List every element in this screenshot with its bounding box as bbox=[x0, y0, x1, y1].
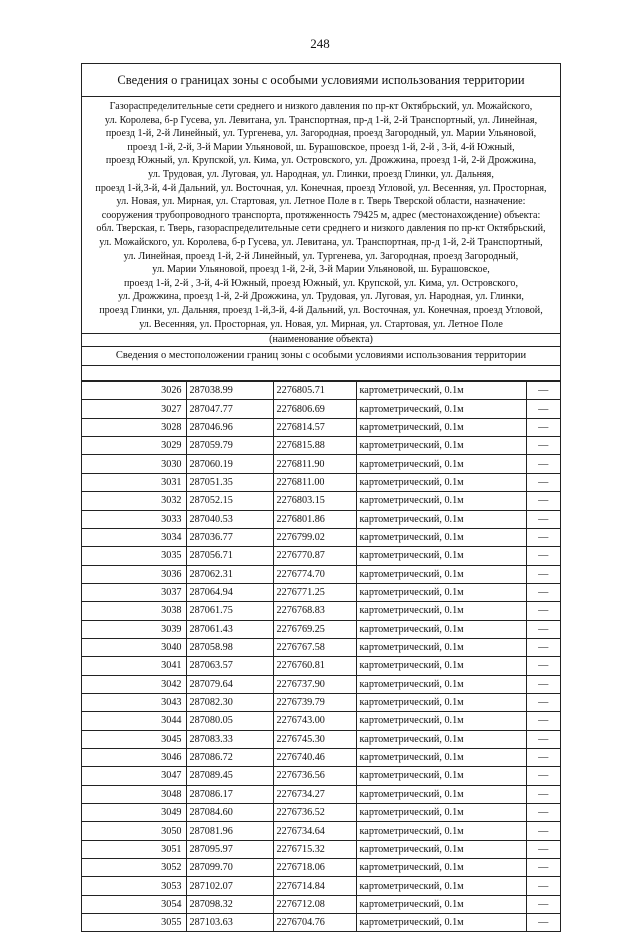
object-description-line: проезд Глинки, ул. Дальняя, проезд 1-й,3-й, 4-й Дальний, ул. Восточная, ул. Конечная, проезд Угловой, bbox=[99, 304, 543, 316]
point-description-cell: — bbox=[526, 620, 560, 638]
point-description-cell: — bbox=[526, 455, 560, 473]
determination-method-cell: картометрический, 0.1м bbox=[356, 730, 526, 748]
coordinate-x-cell: 287099.70 bbox=[186, 859, 273, 877]
table-row bbox=[82, 510, 560, 528]
table-row bbox=[82, 528, 560, 546]
coordinate-x-cell: 287038.99 bbox=[186, 382, 273, 400]
table-row bbox=[82, 675, 560, 693]
point-number-cell: 3037 bbox=[82, 583, 186, 601]
determination-method-cell: картометрический, 0.1м bbox=[356, 657, 526, 675]
coordinate-y-cell: 2276799.02 bbox=[273, 528, 356, 546]
point-description-cell: — bbox=[526, 914, 560, 932]
table-row bbox=[82, 492, 560, 510]
coordinate-y-cell: 2276770.87 bbox=[273, 547, 356, 565]
coordinate-x-cell: 287046.96 bbox=[186, 418, 273, 436]
table-row bbox=[82, 437, 560, 455]
object-description bbox=[82, 97, 560, 334]
object-description-line: проезд 1-й, 2-й , 3-й, 4-й Южный, проезд Южный, ул. Крупской, ул. Кима, ул. Островского, bbox=[124, 277, 518, 289]
table-row bbox=[82, 620, 560, 638]
determination-method-cell: картометрический, 0.1м bbox=[356, 510, 526, 528]
point-description-cell: — bbox=[526, 510, 560, 528]
coordinate-x-cell: 287095.97 bbox=[186, 840, 273, 858]
point-number-cell: 3038 bbox=[82, 602, 186, 620]
point-description-cell: — bbox=[526, 785, 560, 803]
determination-method-cell: картометрический, 0.1м bbox=[356, 455, 526, 473]
table-row bbox=[82, 602, 560, 620]
coordinate-y-cell: 2276771.25 bbox=[273, 583, 356, 601]
point-number-cell: 3048 bbox=[82, 785, 186, 803]
coordinate-x-cell: 287063.57 bbox=[186, 657, 273, 675]
table-row bbox=[82, 804, 560, 822]
determination-method-cell: картометрический, 0.1м bbox=[356, 914, 526, 932]
point-number-cell: 3054 bbox=[82, 895, 186, 913]
determination-method-cell: картометрический, 0.1м bbox=[356, 804, 526, 822]
table-row bbox=[82, 638, 560, 656]
point-number-cell: 3028 bbox=[82, 418, 186, 436]
object-description-line: обл. Тверская, г. Тверь, газораспределительные сети среднего и низкого давления по пр-кт Октябрьский, bbox=[96, 223, 546, 235]
coordinate-y-cell: 2276712.08 bbox=[273, 895, 356, 913]
determination-method-cell: картометрический, 0.1м bbox=[356, 859, 526, 877]
determination-method-cell: картометрический, 0.1м bbox=[356, 473, 526, 491]
determination-method-cell: картометрический, 0.1м bbox=[356, 693, 526, 711]
coordinate-x-cell: 287082.30 bbox=[186, 693, 273, 711]
table-row bbox=[82, 712, 560, 730]
point-description-cell: — bbox=[526, 730, 560, 748]
table-row bbox=[82, 895, 560, 913]
determination-method-cell: картометрический, 0.1м bbox=[356, 547, 526, 565]
point-description-cell: — bbox=[526, 418, 560, 436]
coordinate-x-cell: 287047.77 bbox=[186, 400, 273, 418]
coordinate-x-cell: 287086.72 bbox=[186, 748, 273, 766]
coordinate-y-cell: 2276736.52 bbox=[273, 804, 356, 822]
section-title: Сведения о местоположении границ зоны с особыми условиями использования территории bbox=[82, 347, 560, 366]
coordinate-x-cell: 287083.33 bbox=[186, 730, 273, 748]
coordinate-x-cell: 287064.94 bbox=[186, 583, 273, 601]
point-number-cell: 3044 bbox=[82, 712, 186, 730]
object-description-line: ул. Дрожжина, проезд 1-й, 2-й Дрожжина, ул. Трудовая, ул. Луговая, ул. Народная, ул. Глинки, bbox=[118, 291, 524, 303]
point-number-cell: 3050 bbox=[82, 822, 186, 840]
point-number-cell: 3043 bbox=[82, 693, 186, 711]
determination-method-cell: картометрический, 0.1м bbox=[356, 620, 526, 638]
point-description-cell: — bbox=[526, 473, 560, 491]
table-row bbox=[82, 914, 560, 932]
point-description-cell: — bbox=[526, 565, 560, 583]
table-row bbox=[82, 840, 560, 858]
coordinate-y-cell: 2276718.06 bbox=[273, 859, 356, 877]
determination-method-cell: картометрический, 0.1м bbox=[356, 877, 526, 895]
table-spacer bbox=[82, 366, 560, 381]
object-description-line: ул. Новая, ул. Мирная, ул. Стартовая, ул. Летное Поле в г. Тверь Тверской области, назначение: bbox=[116, 196, 526, 208]
coordinate-y-cell: 2276704.76 bbox=[273, 914, 356, 932]
point-number-cell: 3034 bbox=[82, 528, 186, 546]
coordinate-x-cell: 287080.05 bbox=[186, 712, 273, 730]
point-number-cell: 3030 bbox=[82, 455, 186, 473]
coordinate-x-cell: 287036.77 bbox=[186, 528, 273, 546]
coordinate-x-cell: 287061.43 bbox=[186, 620, 273, 638]
coordinate-y-cell: 2276769.25 bbox=[273, 620, 356, 638]
point-number-cell: 3036 bbox=[82, 565, 186, 583]
coordinate-y-cell: 2276806.69 bbox=[273, 400, 356, 418]
determination-method-cell: картометрический, 0.1м bbox=[356, 602, 526, 620]
coordinate-x-cell: 287052.15 bbox=[186, 492, 273, 510]
point-number-cell: 3052 bbox=[82, 859, 186, 877]
point-number-cell: 3033 bbox=[82, 510, 186, 528]
table-row bbox=[82, 877, 560, 895]
determination-method-cell: картометрический, 0.1м bbox=[356, 785, 526, 803]
coordinate-x-cell: 287084.60 bbox=[186, 804, 273, 822]
point-number-cell: 3049 bbox=[82, 804, 186, 822]
point-description-cell: — bbox=[526, 638, 560, 656]
coordinate-x-cell: 287061.75 bbox=[186, 602, 273, 620]
point-number-cell: 3035 bbox=[82, 547, 186, 565]
determination-method-cell: картометрический, 0.1м bbox=[356, 528, 526, 546]
object-description-line: ул. Можайского, ул. Королева, б-р Гусева, ул. Левитана, ул. Транспортная, пр-д 1-й, 2-й Транспортный, bbox=[99, 236, 543, 248]
determination-method-cell: картометрический, 0.1м bbox=[356, 492, 526, 510]
point-description-cell: — bbox=[526, 602, 560, 620]
determination-method-cell: картометрический, 0.1м bbox=[356, 822, 526, 840]
determination-method-cell: картометрический, 0.1м bbox=[356, 382, 526, 400]
table-row bbox=[82, 767, 560, 785]
point-number-cell: 3053 bbox=[82, 877, 186, 895]
object-description-line: проезд Южный, ул. Крупской, ул. Кима, ул. Островского, ул. Дрожжина, проезд 1-й, 2-й Дрожжина, bbox=[105, 155, 537, 167]
coordinate-x-cell: 287051.35 bbox=[186, 473, 273, 491]
point-description-cell: — bbox=[526, 492, 560, 510]
table-row bbox=[82, 382, 560, 400]
point-description-cell: — bbox=[526, 528, 560, 546]
coordinate-x-cell: 287089.45 bbox=[186, 767, 273, 785]
coordinate-x-cell: 287086.17 bbox=[186, 785, 273, 803]
point-description-cell: — bbox=[526, 895, 560, 913]
table-row bbox=[82, 547, 560, 565]
page-number: 248 bbox=[310, 36, 330, 51]
coordinate-x-cell: 287058.98 bbox=[186, 638, 273, 656]
table-row bbox=[82, 785, 560, 803]
object-description-line: проезд 1-й,3-й, 4-й Дальний, ул. Восточная, ул. Конечная, проезд Угловой, ул. Весенняя, ул. Просторная, bbox=[95, 182, 547, 194]
determination-method-cell: картометрический, 0.1м bbox=[356, 767, 526, 785]
point-number-cell: 3051 bbox=[82, 840, 186, 858]
point-number-cell: 3040 bbox=[82, 638, 186, 656]
coordinate-y-cell: 2276734.27 bbox=[273, 785, 356, 803]
table-row bbox=[82, 583, 560, 601]
point-description-cell: — bbox=[526, 583, 560, 601]
point-number-cell: 3055 bbox=[82, 914, 186, 932]
coordinate-y-cell: 2276814.57 bbox=[273, 418, 356, 436]
table-row bbox=[82, 730, 560, 748]
object-description-line: ул. Линейная, проезд 1-й, 2-й Линейный, ул. Тургенева, ул. Загородная, проезд Загородный, bbox=[123, 250, 519, 262]
coordinate-y-cell: 2276734.64 bbox=[273, 822, 356, 840]
point-description-cell: — bbox=[526, 382, 560, 400]
point-description-cell: — bbox=[526, 547, 560, 565]
coordinate-x-cell: 287060.19 bbox=[186, 455, 273, 473]
coordinate-y-cell: 2276801.86 bbox=[273, 510, 356, 528]
point-description-cell: — bbox=[526, 767, 560, 785]
coordinate-y-cell: 2276767.58 bbox=[273, 638, 356, 656]
coordinate-y-cell: 2276805.71 bbox=[273, 382, 356, 400]
point-description-cell: — bbox=[526, 675, 560, 693]
coordinate-x-cell: 287102.07 bbox=[186, 877, 273, 895]
point-number-cell: 3042 bbox=[82, 675, 186, 693]
coordinate-y-cell: 2276815.88 bbox=[273, 437, 356, 455]
object-description-line: ул. Трудовая, ул. Луговая, ул. Народная, ул. Глинки, проезд Глинки, ул. Дальняя, bbox=[148, 168, 494, 180]
point-number-cell: 3046 bbox=[82, 748, 186, 766]
coordinate-x-cell: 287103.63 bbox=[186, 914, 273, 932]
coordinate-x-cell: 287040.53 bbox=[186, 510, 273, 528]
zone-boundary-form bbox=[81, 63, 561, 932]
point-description-cell: — bbox=[526, 804, 560, 822]
object-description-line: проезд 1-й, 2-й Линейный, ул. Тургенева, ул. Загородная, проезд Загородный, ул. Марии Ульяновой, bbox=[105, 128, 537, 140]
point-number-cell: 3039 bbox=[82, 620, 186, 638]
coordinate-y-cell: 2276774.70 bbox=[273, 565, 356, 583]
point-number-cell: 3045 bbox=[82, 730, 186, 748]
object-description-line: ул. Марии Ульяновой, проезд 1-й, 2-й, 3-й Марии Ульяновой, ш. Бурашовское, bbox=[152, 264, 490, 276]
coordinate-x-cell: 287062.31 bbox=[186, 565, 273, 583]
coordinate-y-cell: 2276760.81 bbox=[273, 657, 356, 675]
determination-method-cell: картометрический, 0.1м bbox=[356, 400, 526, 418]
object-description-line: сооружения трубопроводного транспорта, протяженность 79425 м, адрес (местонахождение) объекта: bbox=[101, 209, 541, 221]
table-row bbox=[82, 859, 560, 877]
point-description-cell: — bbox=[526, 840, 560, 858]
coordinate-y-cell: 2276811.90 bbox=[273, 455, 356, 473]
point-description-cell: — bbox=[526, 657, 560, 675]
point-description-cell: — bbox=[526, 859, 560, 877]
point-number-cell: 3031 bbox=[82, 473, 186, 491]
point-number-cell: 3029 bbox=[82, 437, 186, 455]
table-row bbox=[82, 418, 560, 436]
determination-method-cell: картометрический, 0.1м bbox=[356, 565, 526, 583]
table-row bbox=[82, 565, 560, 583]
point-description-cell: — bbox=[526, 822, 560, 840]
point-description-cell: — bbox=[526, 877, 560, 895]
point-number-cell: 3032 bbox=[82, 492, 186, 510]
coordinate-x-cell: 287081.96 bbox=[186, 822, 273, 840]
coordinate-x-cell: 287059.79 bbox=[186, 437, 273, 455]
table-row bbox=[82, 693, 560, 711]
table-row bbox=[82, 748, 560, 766]
determination-method-cell: картометрический, 0.1м bbox=[356, 712, 526, 730]
coordinate-y-cell: 2276739.79 bbox=[273, 693, 356, 711]
table-row bbox=[82, 657, 560, 675]
determination-method-cell: картометрический, 0.1м bbox=[356, 748, 526, 766]
determination-method-cell: картометрический, 0.1м bbox=[356, 895, 526, 913]
point-description-cell: — bbox=[526, 712, 560, 730]
coordinate-y-cell: 2276715.32 bbox=[273, 840, 356, 858]
coordinate-y-cell: 2276737.90 bbox=[273, 675, 356, 693]
object-description-line: ул. Королева, б-р Гусева, ул. Левитана, ул. Транспортная, пр-д 1-й, 2-й Транспортный, ул. Линейная, bbox=[104, 114, 538, 126]
coordinate-x-cell: 287098.32 bbox=[186, 895, 273, 913]
coordinate-x-cell: 287056.71 bbox=[186, 547, 273, 565]
point-description-cell: — bbox=[526, 748, 560, 766]
object-caption: (наименование объекта) bbox=[82, 334, 560, 347]
coordinate-y-cell: 2276736.56 bbox=[273, 767, 356, 785]
determination-method-cell: картометрический, 0.1м bbox=[356, 840, 526, 858]
determination-method-cell: картометрический, 0.1м bbox=[356, 638, 526, 656]
determination-method-cell: картометрический, 0.1м bbox=[356, 675, 526, 693]
point-number-cell: 3026 bbox=[82, 382, 186, 400]
point-description-cell: — bbox=[526, 437, 560, 455]
table-row bbox=[82, 400, 560, 418]
coordinate-y-cell: 2276745.30 bbox=[273, 730, 356, 748]
coordinate-y-cell: 2276811.00 bbox=[273, 473, 356, 491]
coordinate-y-cell: 2276768.83 bbox=[273, 602, 356, 620]
coordinates-table bbox=[82, 381, 560, 931]
point-description-cell: — bbox=[526, 400, 560, 418]
form-title: Сведения о границах зоны с особыми условиями использования территории bbox=[82, 64, 560, 97]
point-number-cell: 3047 bbox=[82, 767, 186, 785]
coordinate-y-cell: 2276714.84 bbox=[273, 877, 356, 895]
point-number-cell: 3041 bbox=[82, 657, 186, 675]
coordinate-y-cell: 2276743.00 bbox=[273, 712, 356, 730]
table-row bbox=[82, 455, 560, 473]
object-description-line: Газораспределительные сети среднего и низкого давления по пр-кт Октябрьский, ул. Можайского, bbox=[109, 101, 533, 112]
determination-method-cell: картометрический, 0.1м bbox=[356, 583, 526, 601]
table-row bbox=[82, 473, 560, 491]
table-row bbox=[82, 822, 560, 840]
object-description-line: проезд 1-й, 2-й, 3-й Марии Ульяновой, ш. Бурашовское, проезд 1-й, 2-й , 3-й, 4-й Южный, bbox=[127, 141, 515, 153]
point-number-cell: 3027 bbox=[82, 400, 186, 418]
point-description-cell: — bbox=[526, 693, 560, 711]
coordinate-x-cell: 287079.64 bbox=[186, 675, 273, 693]
coordinate-y-cell: 2276803.15 bbox=[273, 492, 356, 510]
coordinate-y-cell: 2276740.46 bbox=[273, 748, 356, 766]
determination-method-cell: картометрический, 0.1м bbox=[356, 418, 526, 436]
object-description-line: ул. Весенняя, ул. Просторная, ул. Новая, ул. Мирная, ул. Стартовая, ул. Летное Поле bbox=[139, 318, 503, 330]
determination-method-cell: картометрический, 0.1м bbox=[356, 437, 526, 455]
